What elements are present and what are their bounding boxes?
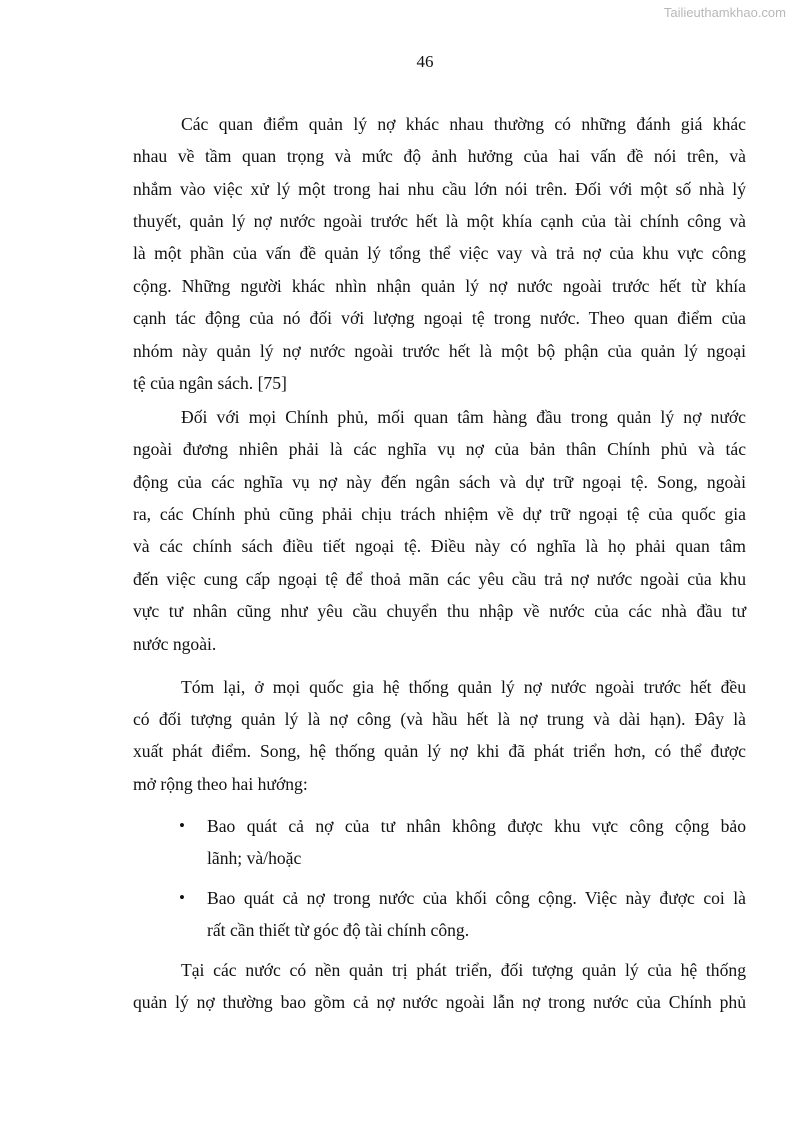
bullet-item-line: Bao quát cả nợ của tư nhân không được khu vực công cộng bảo [207,816,746,836]
paragraph-line: thuyết, quản lý nợ nước ngoài trước hết là một khía cạnh của tài chính công và [133,211,746,231]
paragraph-line: và các chính sách điều tiết ngoại tệ. Điều này có nghĩa là họ phải quan tâm [133,536,746,556]
paragraph-line: Tại các nước có nền quản trị phát triển, đối tượng quản lý của hệ thống [181,960,746,980]
paragraph-line: nhóm này quản lý nợ nước ngoài trước hết là một bộ phận của quản lý ngoại [133,341,746,361]
paragraph-line: nước ngoài. [133,634,217,654]
paragraph-line: mở rộng theo hai hướng: [133,774,308,794]
bullet-icon: • [179,888,185,907]
paragraph-line: xuất phát điểm. Song, hệ thống quản lý nợ khi đã phát triển hơn, có thể được [133,741,746,761]
paragraph-line: Đối với mọi Chính phủ, mối quan tâm hàng đầu trong quản lý nợ nước [181,407,746,427]
paragraph-line: nhau về tầm quan trọng và mức độ ảnh hưởng của hai vấn đề nói trên, và [133,146,746,166]
paragraph-line: cạnh tác động của nó đối với lượng ngoại tệ trong nước. Theo quan điểm của [133,308,746,328]
paragraph-line: động của các nghĩa vụ nợ này đến ngân sách và dự trữ ngoại tệ. Song, ngoài [133,472,746,492]
paragraph-line: nhắm vào việc xử lý một trong hai nhu cầu lớn nói trên. Đối với một số nhà lý [133,179,746,199]
paragraph-line: là một phần của vấn đề quản lý tổng thể việc vay và trả nợ của khu vực công [133,243,746,263]
bullet-item-line: lãnh; và/hoặc [207,848,302,868]
bullet-item-line: rất cần thiết từ góc độ tài chính công. [207,920,470,940]
paragraph-line: cộng. Những người khác nhìn nhận quản lý nợ nước ngoài trước hết từ khía [133,276,746,296]
bullet-item-line: Bao quát cả nợ trong nước của khối công cộng. Việc này được coi là [207,888,746,908]
watermark: Tailieuthamkhao.com [663,5,786,20]
paragraph-line: ngoài đương nhiên phải là các nghĩa vụ nợ của bản thân Chính phủ và tác [133,439,746,459]
paragraph-line: có đối tượng quản lý là nợ công (và hầu hết là nợ trung và dài hạn). Đây là [133,709,746,729]
bullet-icon: • [179,816,185,835]
page-number: 46 [416,52,434,71]
paragraph-line: Các quan điểm quản lý nợ khác nhau thường có những đánh giá khác [181,114,746,134]
paragraph-line: đến việc cung cấp ngoại tệ để thoả mãn các yêu cầu trả nợ nước ngoài của khu [133,569,746,589]
paragraph-line: ra, các Chính phủ cũng phải chịu trách nhiệm về dự trữ ngoại tệ của quốc gia [133,504,746,524]
paragraph-line: quản lý nợ thường bao gồm cả nợ nước ngoài lẫn nợ trong nước của Chính phủ [133,992,746,1012]
paragraph-line: Tóm lại, ở mọi quốc gia hệ thống quản lý nợ nước ngoài trước hết đều [181,677,746,697]
paragraph-line: vực tư nhân cũng như yêu cầu chuyển thu nhập về nước của các nhà đầu tư [133,601,746,621]
paragraph-line: tệ của ngân sách. [75] [133,373,287,393]
